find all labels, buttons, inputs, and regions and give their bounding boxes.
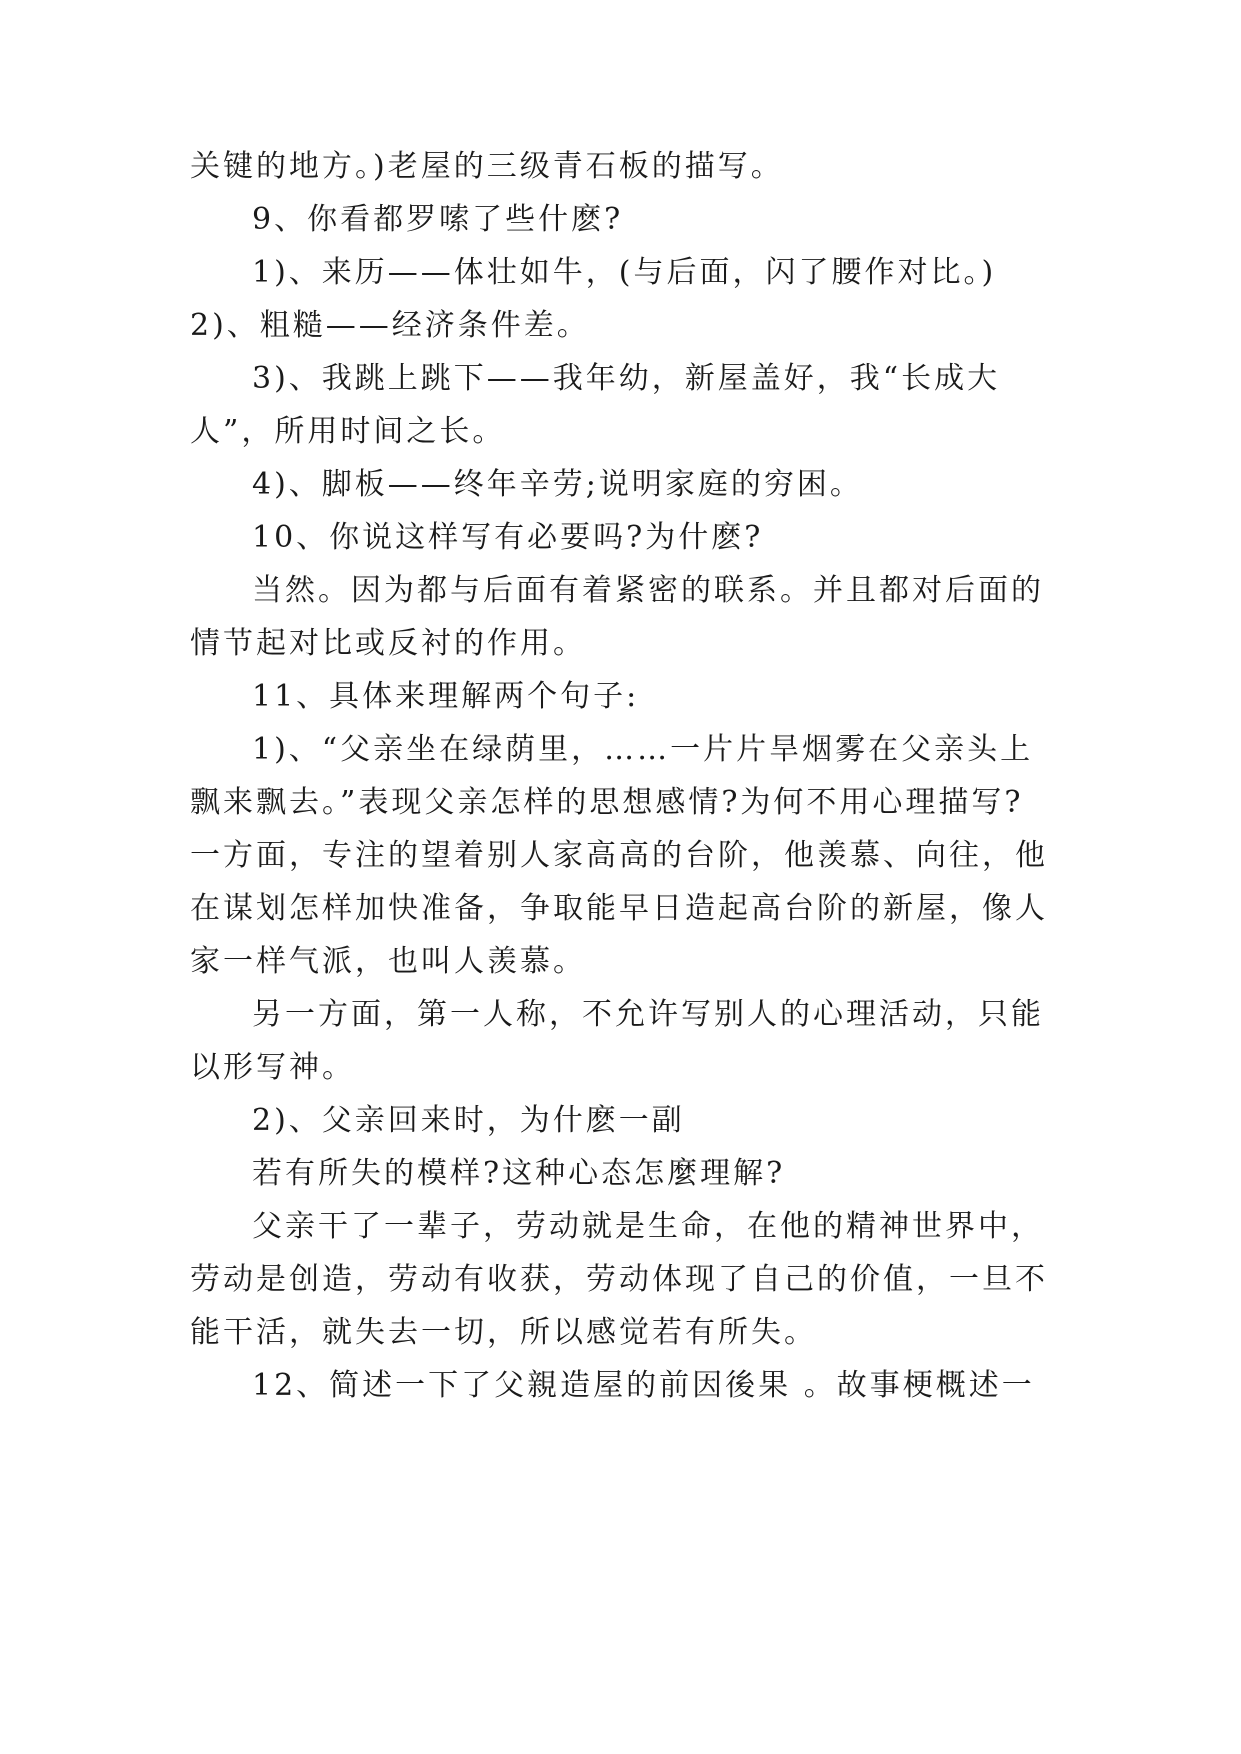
text-line: 以形写神。 [190, 1050, 355, 1085]
text-line: 关键的地方。)老屋的三级青石板的描写。 [190, 149, 784, 184]
text-line: 当然。因为都与后面有着紧密的联系。并且都对后面的 [252, 573, 1044, 608]
text-line: 父亲干了一辈子，劳动就是生命，在他的精神世界中， [252, 1209, 1044, 1244]
text-line: 能干活，就失去一切，所以感觉若有所失。 [190, 1315, 817, 1350]
text-line: 劳动是创造，劳动有收获，劳动体现了自己的价值，一旦不 [190, 1262, 1048, 1297]
text-line: 10、你说这样写有必要吗?为什麽? [252, 520, 764, 555]
text-line: 人”，所用时间之长。 [190, 414, 506, 449]
text-line: 3)、我跳上跳下——我年幼，新屋盖好，我“长成大 [252, 361, 1001, 396]
text-line: 9、你看都罗嗦了些什麽? [252, 202, 624, 237]
text-line: 2)、父亲回来时，为什麽一副 [252, 1103, 685, 1138]
text-line: 1)、来历——体壮如牛，(与后面，闪了腰作对比。) [252, 255, 997, 290]
text-line: 11、具体来理解两个句子: [252, 679, 640, 714]
text-line: 若有所失的模样?这种心态怎麼理解? [252, 1156, 786, 1191]
text-line: 一方面，专注的望着别人家高高的台阶，他羡慕、向往，他 [190, 838, 1048, 873]
text-line: 4)、脚板——终年辛劳;说明家庭的穷困。 [252, 467, 863, 502]
text-line: 在谋划怎样加快准备，争取能早日造起高台阶的新屋，像人 [190, 891, 1048, 926]
text-line: 情节起对比或反衬的作用。 [190, 626, 586, 661]
text-line: 家一样气派，也叫人羡慕。 [190, 944, 586, 979]
text-line: 2)、粗糙——经济条件差。 [190, 308, 590, 343]
text-line: 飘来飘去。”表现父亲怎样的思想感情?为何不用心理描写? [190, 785, 1024, 820]
text-line: 另一方面，第一人称，不允许写别人的心理活动，只能 [252, 997, 1044, 1032]
text-line: 1)、“父亲坐在绿荫里，……一片片旱烟雾在父亲头上 [252, 732, 1034, 767]
text-line: 12、简述一下了父親造屋的前因後果 。故事梗概述一 [252, 1368, 1035, 1403]
